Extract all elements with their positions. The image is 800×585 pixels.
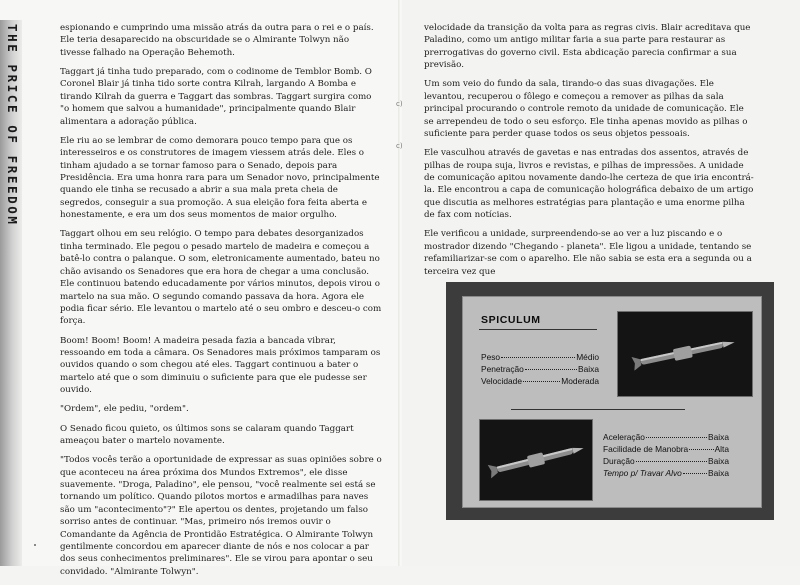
stat-row [603, 456, 729, 468]
stat-row [481, 352, 599, 364]
paragraph: velocidade da transição da volta para as regras civis. Blair acreditava que Paladino, como um antigo militar faria a sua parte para restaurar as prerrogativas do governo civil. Esta abdicação parecia confirmar a sua previsão. [424, 23, 751, 71]
dot-leader [636, 461, 707, 462]
margin-mark: c) [396, 142, 403, 150]
stat-label: Duração [603, 456, 635, 466]
stat-row [603, 468, 729, 480]
dot-leader [646, 437, 707, 438]
secondary-stats [603, 432, 729, 480]
paragraph: Ele verificou a unidade, surpreendendo-se ao ver a luz piscando e o mostrador dizendo "Chegando - planeta". Ele ligou a unidade, tentando se refamiliarizar-se com o aparelho. Ele não sabia se esta era a segunda ou a terceira vez que [424, 229, 752, 277]
stat-label: Penetração [481, 364, 524, 374]
dot-leader [501, 357, 575, 358]
stat-label: Tempo p/ Travar Alvo [603, 468, 682, 478]
stat-label: Velocidade [481, 376, 522, 386]
ship-view-top [617, 311, 753, 397]
dot-leader [523, 381, 560, 382]
stat-row [481, 364, 599, 376]
paragraph: Taggart já tinha tudo preparado, com o codinome de Temblor Bomb. O Coronel Blair já tinha tido sorte contra Kilrah, largando A Bomba e tirando Kilrah da guerra e Taggart das sombras. Taggart surgira como "o homem que salvou a humanidade", principalmente quando Blair alimentara a adoração pública. [60, 67, 372, 127]
paragraph: espionando e cumprindo uma missão atrás da outra para o rei e o país. Ele teria desaparecido na obscuridade se o Almirante Tolwyn não tivesse falhado na Operação Behemoth. [60, 23, 374, 58]
left-column-text [60, 22, 382, 585]
ship-info-panel [462, 296, 762, 508]
ship-name: SPICULUM [481, 314, 541, 326]
primary-stats [481, 352, 599, 388]
left-page [0, 0, 402, 577]
stat-label: Peso [481, 352, 501, 362]
dot-leader [683, 473, 707, 474]
stat-label: Aceleração [603, 432, 645, 442]
stat-row [603, 444, 729, 456]
title-underline [479, 329, 597, 330]
stat-value: Baixa [708, 456, 729, 466]
paragraph: Ele riu ao se lembrar de como demorara pouco tempo para que os interesseiros e os construtores de imagem viessem atrás dele. Eles o tinham ajudado a se tornar famoso para o Senado, depois para Presidência. Era uma honra rara para um Senador novo, principalmente quando ele tinha se recusado a abrir a sua mala preta cheia de segredos, conseguir a sua promoção. A sua eleição fora feita aberta e honestamente, e era um dos seus momentos de maior orgulho. [60, 135, 380, 221]
paragraph: Ele vasculhou através de gavetas e nas entradas dos assentos, através de pilhas de roupa suja, livros e revistas, e pilhas de impressões. A unidade de comunicação apitou novamente dando-lhe certeza de que iria encontrá-la. Ele encontrou a capa de comunicação holográfica debaixo de um artigo que discutia as melhores estratégias para plantação e uma enorme pilha de fax com notícias. [424, 148, 754, 221]
ship-view-bottom [479, 419, 593, 501]
right-column-text [424, 22, 754, 285]
panel-divider [511, 409, 685, 410]
paragraph: "Ordem", ele pediu, "ordem". [60, 404, 189, 415]
stat-value: Baixa [708, 432, 729, 442]
stat-value: Baixa [708, 468, 729, 478]
stat-row [603, 432, 729, 444]
stat-row [481, 376, 599, 388]
spine-title: THE PRICE OF FREEDOM [5, 24, 20, 227]
paragraph: Boom! Boom! Boom! A madeira pesada fazia a bancada vibrar, ressoando em toda a câmara. Os Senadores mais próximos tamparam os ouvidos quando o som chegou até eles. Taggart continuou a bater o martelo até que o som diminuiu o suficiente para que ele pudesse ser ouvido. [60, 335, 381, 396]
margin-mark: c) [396, 100, 403, 108]
stat-value: Moderada [561, 376, 599, 386]
stat-value: Médio [576, 352, 599, 362]
speck-mark [34, 544, 36, 546]
dot-leader [525, 369, 577, 370]
stat-value: Baixa [578, 364, 599, 374]
paragraph: O Senado ficou quieto, os últimos sons se calaram quando Taggart ameaçou bater o martelo novamente. [60, 423, 354, 446]
paragraph: Um som veio do fundo da sala, tirando-o das suas divagações. Ele levantou, recuperou o fôlego e começou a remover as pilhas da sala principal procurando o controle remoto da unidade de comunicação. Ele se arrependeu de todo o seu esforço. Ele tinha apenas movido as pilhas o suficiente para perder quase todos os seus objetos pessoais. [424, 79, 748, 140]
paragraph: Taggart olhou em seu relógio. O tempo para debates desorganizados tinha terminado. Ele pegou o pesado martelo de madeira e começou a batê-lo contra o palanque. O som, eletronicamente aumentado, bateu no chão avisando os Senadores que era hora de chegar a uma conclusão. Ele continuou batendo educadamente por vários minutos, depois virou o martelo na sua mão. O segundo comando passava da hora. Agora ele podia ficar sério. Ele levantou o martelo até o seu ombro e desceu-o com força. [60, 229, 382, 327]
ship-screenshot [446, 282, 774, 520]
dot-leader [689, 449, 713, 450]
stat-label: Facilidade de Manobra [603, 444, 689, 454]
missile-image [618, 312, 752, 396]
paragraph: "Todos vocês terão a oportunidade de expressar as suas opiniões sobre o que aconteceu na área próxima dos Mundos Extremos", ele disse suavemente. "Droga, Paladino", ele pensou, "você realmente sei está se tornando um político. Quando pilotos mortos e armadilhas para naves são um "acontecimento"?" Ele apertou os dentes, projetando um falso sorriso antes de continuar. "Mas, primeiro nós iremos ouvir o Comandante da Agência de Prontidão Estratégica. O Almirante Tolwyn gentilmente concordou em aparecer diante de nós e nos colocar a par dos seus conhecimentos preliminares". Ele se virou para apontar o seu convidado. "Almirante Tolwyn". [60, 455, 382, 577]
stat-value: Alta [714, 444, 729, 454]
missile-image [480, 420, 592, 500]
